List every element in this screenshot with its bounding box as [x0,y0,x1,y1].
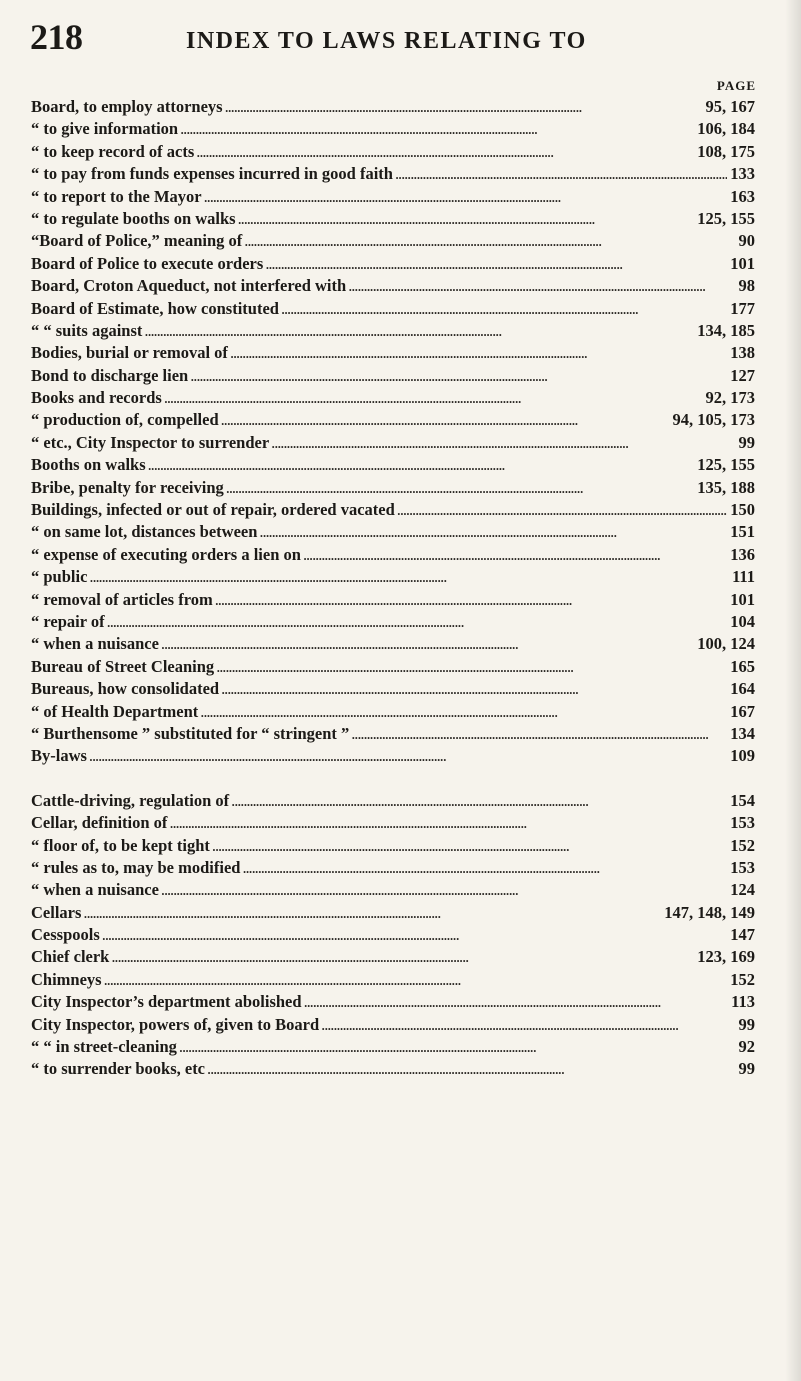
entry-pages: 127 [730,365,755,385]
index-list [31,96,755,1081]
dot-leader [102,924,727,946]
entry-pages: 151 [730,522,755,542]
index-entry [31,96,755,118]
entry-pages: 94, 105, 173 [672,410,755,430]
entry-term: “ to pay from funds expenses incurred in good faith [31,164,393,184]
page-edge-shadow [785,0,801,1381]
entry-term: “ of Health Department [31,701,199,721]
index-entry [31,499,755,521]
index-entry [31,566,755,588]
entry-pages: 106, 184 [697,119,755,139]
entry-pages: 92, 173 [705,388,755,408]
dot-leader [242,857,727,879]
dot-leader [200,701,727,723]
entry-term: Chief clerk [31,947,110,967]
entry-pages: 124 [730,880,755,900]
entry-pages: 165 [730,656,755,676]
index-entry [31,991,755,1013]
entry-pages: 111 [732,567,755,587]
entry-term: Cattle-driving, regulation of [31,790,230,810]
dot-leader [161,633,694,655]
index-entry [31,521,755,543]
dot-leader [221,409,670,431]
entry-pages: 147 [730,925,755,945]
entry-pages: 123, 169 [697,947,755,967]
entry-pages: 154 [730,790,755,810]
entry-pages: 108, 175 [697,141,755,161]
index-entry [31,611,755,633]
index-entry [31,230,755,252]
dot-leader [104,969,728,991]
dot-leader [204,186,728,208]
entry-term: “ when a nuisance [31,880,159,900]
entry-term: “ “ suits against [31,320,143,340]
index-entry [31,857,755,879]
page-column-label: PAGE [716,78,756,93]
dot-leader [244,230,735,252]
entry-term: “ removal of articles from [31,589,213,609]
dot-leader [215,589,728,611]
entry-pages: 152 [730,969,755,989]
entry-term: “ “ in street-cleaning [31,1037,177,1057]
dot-leader [212,835,727,857]
entry-pages: 167 [730,701,755,721]
entry-pages: 125, 155 [697,208,755,228]
entry-term: “ to surrender books, etc [31,1059,206,1079]
dot-leader [148,454,695,476]
entry-pages: 135, 188 [697,477,755,497]
entry-term: Bribe, penalty for receiving [31,477,224,497]
index-entry [31,1014,755,1036]
entry-term: Board of Estimate, how constituted [31,298,279,318]
entry-pages: 95, 167 [705,97,755,116]
dot-leader [83,902,661,924]
running-title: INDEX TO LAWS RELATING TO [186,28,587,54]
entry-pages: 99 [738,432,755,452]
index-entry [31,298,755,320]
dot-leader [397,499,727,521]
entry-pages: 163 [730,186,755,206]
entry-term: “ public [31,567,88,587]
index-entry [31,432,755,454]
dot-leader [304,991,729,1013]
dot-leader [351,723,727,745]
index-entry [31,589,755,611]
entry-pages: 136 [730,544,755,564]
index-entry [31,1058,755,1080]
index-entry [31,409,755,431]
dot-leader [348,275,735,297]
dot-leader [196,141,694,163]
entry-term: “ when a nuisance [31,634,159,654]
dot-leader [281,298,727,320]
entry-pages: 99 [738,1059,755,1079]
entry-term: Booths on walks [31,455,146,475]
entry-term: Board, to employ attorneys [31,97,223,116]
entry-term: “ Burthensome ” substituted for “ stringent ” [31,723,350,743]
dot-leader [89,745,727,767]
index-entry [31,163,755,185]
entry-term: Bureau of Street Cleaning [31,656,215,676]
entry-term: Board, Croton Aqueduct, not interfered with [31,276,347,296]
entry-term: “ etc., City Inspector to surrender [31,432,270,452]
entry-term: “ to report to the Mayor [31,186,202,206]
entry-pages: 98 [738,276,755,296]
dot-leader [395,163,727,185]
dot-leader [180,118,694,140]
index-entry [31,946,755,968]
entry-term: “ repair of [31,611,105,631]
index-entry [31,701,755,723]
index-entry [31,454,755,476]
dot-leader [207,1058,735,1080]
index-entry [31,1036,755,1058]
entry-pages: 153 [730,813,755,833]
index-entry [31,208,755,230]
entry-pages: 101 [730,589,755,609]
entry-pages: 113 [731,992,755,1012]
entry-pages: 133 [730,164,755,184]
index-entry [31,141,755,163]
dot-leader [107,611,728,633]
index-entry [31,387,755,409]
entry-term: Cesspools [31,925,100,945]
index-entry [31,320,755,342]
entry-term: “ expense of executing orders a lien on [31,544,301,564]
index-entry [31,835,755,857]
entry-pages: 177 [730,298,755,318]
dot-leader [169,812,727,834]
index-entry [31,790,755,812]
entry-pages: 104 [730,611,755,631]
dot-leader [89,566,729,588]
dot-leader [144,320,694,342]
entry-pages: 101 [730,253,755,273]
index-entry [31,745,755,767]
entry-term: Board of Police to execute orders [31,253,264,273]
entry-term: Bureaus, how consolidated [31,679,220,699]
index-entry [31,723,755,745]
dot-leader [190,365,727,387]
dot-leader [230,342,727,364]
entry-term: “ on same lot, distances between [31,522,258,542]
index-entry [31,253,755,275]
entry-term: “ to keep record of acts [31,141,195,161]
index-entry [31,879,755,901]
entry-pages: 150 [730,500,755,520]
dot-leader [111,946,694,968]
entry-term: “ floor of, to be kept tight [31,835,210,855]
entry-term: Buildings, infected or out of repair, ordered vacated [31,500,395,520]
entry-pages: 125, 155 [697,455,755,475]
entry-pages: 92 [738,1037,755,1057]
entry-pages: 147, 148, 149 [664,902,755,922]
entry-term: “ to regulate booths on walks [31,208,236,228]
index-entry [31,544,755,566]
index-entry [31,118,755,140]
dot-leader [265,253,727,275]
dot-leader [216,656,727,678]
index-entry [31,656,755,678]
entry-term: Cellars [31,902,82,922]
dot-leader [161,879,727,901]
dot-leader [179,1036,736,1058]
entry-pages: 138 [730,343,755,363]
dot-leader [225,96,703,118]
entry-term: “Board of Police,” meaning of [31,231,243,251]
entry-term: By-laws [31,746,87,766]
entry-term: Chimneys [31,969,102,989]
entry-term: Books and records [31,388,162,408]
index-entry [31,969,755,991]
entry-pages: 99 [738,1014,755,1034]
entry-pages: 152 [730,835,755,855]
section-gap [31,768,755,790]
index-entry [31,477,755,499]
entry-pages: 109 [730,746,755,766]
entry-term: “ to give information [31,119,179,139]
entry-pages: 134 [730,723,755,743]
page-number: 218 [30,17,83,57]
dot-leader [226,477,694,499]
entry-pages: 100, 124 [697,634,755,654]
index-entry [31,924,755,946]
dot-leader [303,544,727,566]
dot-leader [259,521,727,543]
entry-term: City Inspector, powers of, given to Board [31,1014,320,1034]
entry-term: City Inspector’s department abolished [31,992,302,1012]
index-entry [31,365,755,387]
entry-term: “ production of, compelled [31,410,219,430]
index-entry [31,633,755,655]
entry-term: “ rules as to, may be modified [31,857,241,877]
index-entry [31,678,755,700]
entry-pages: 164 [730,679,755,699]
dot-leader [321,1014,735,1036]
dot-leader [271,432,735,454]
entry-term: Bond to discharge lien [31,365,189,385]
entry-pages: 153 [730,857,755,877]
index-entry [31,902,755,924]
page-header [30,16,770,56]
entry-pages: 134, 185 [697,320,755,340]
index-entry [31,812,755,834]
dot-leader [221,678,727,700]
index-entry [31,186,755,208]
index-entry [31,342,755,364]
entry-term: Cellar, definition of [31,813,168,833]
dot-leader [238,208,695,230]
index-entry [31,275,755,297]
dot-leader [231,790,727,812]
entry-pages: 90 [738,231,755,251]
dot-leader [164,387,703,409]
entry-term: Bodies, burial or removal of [31,343,228,363]
